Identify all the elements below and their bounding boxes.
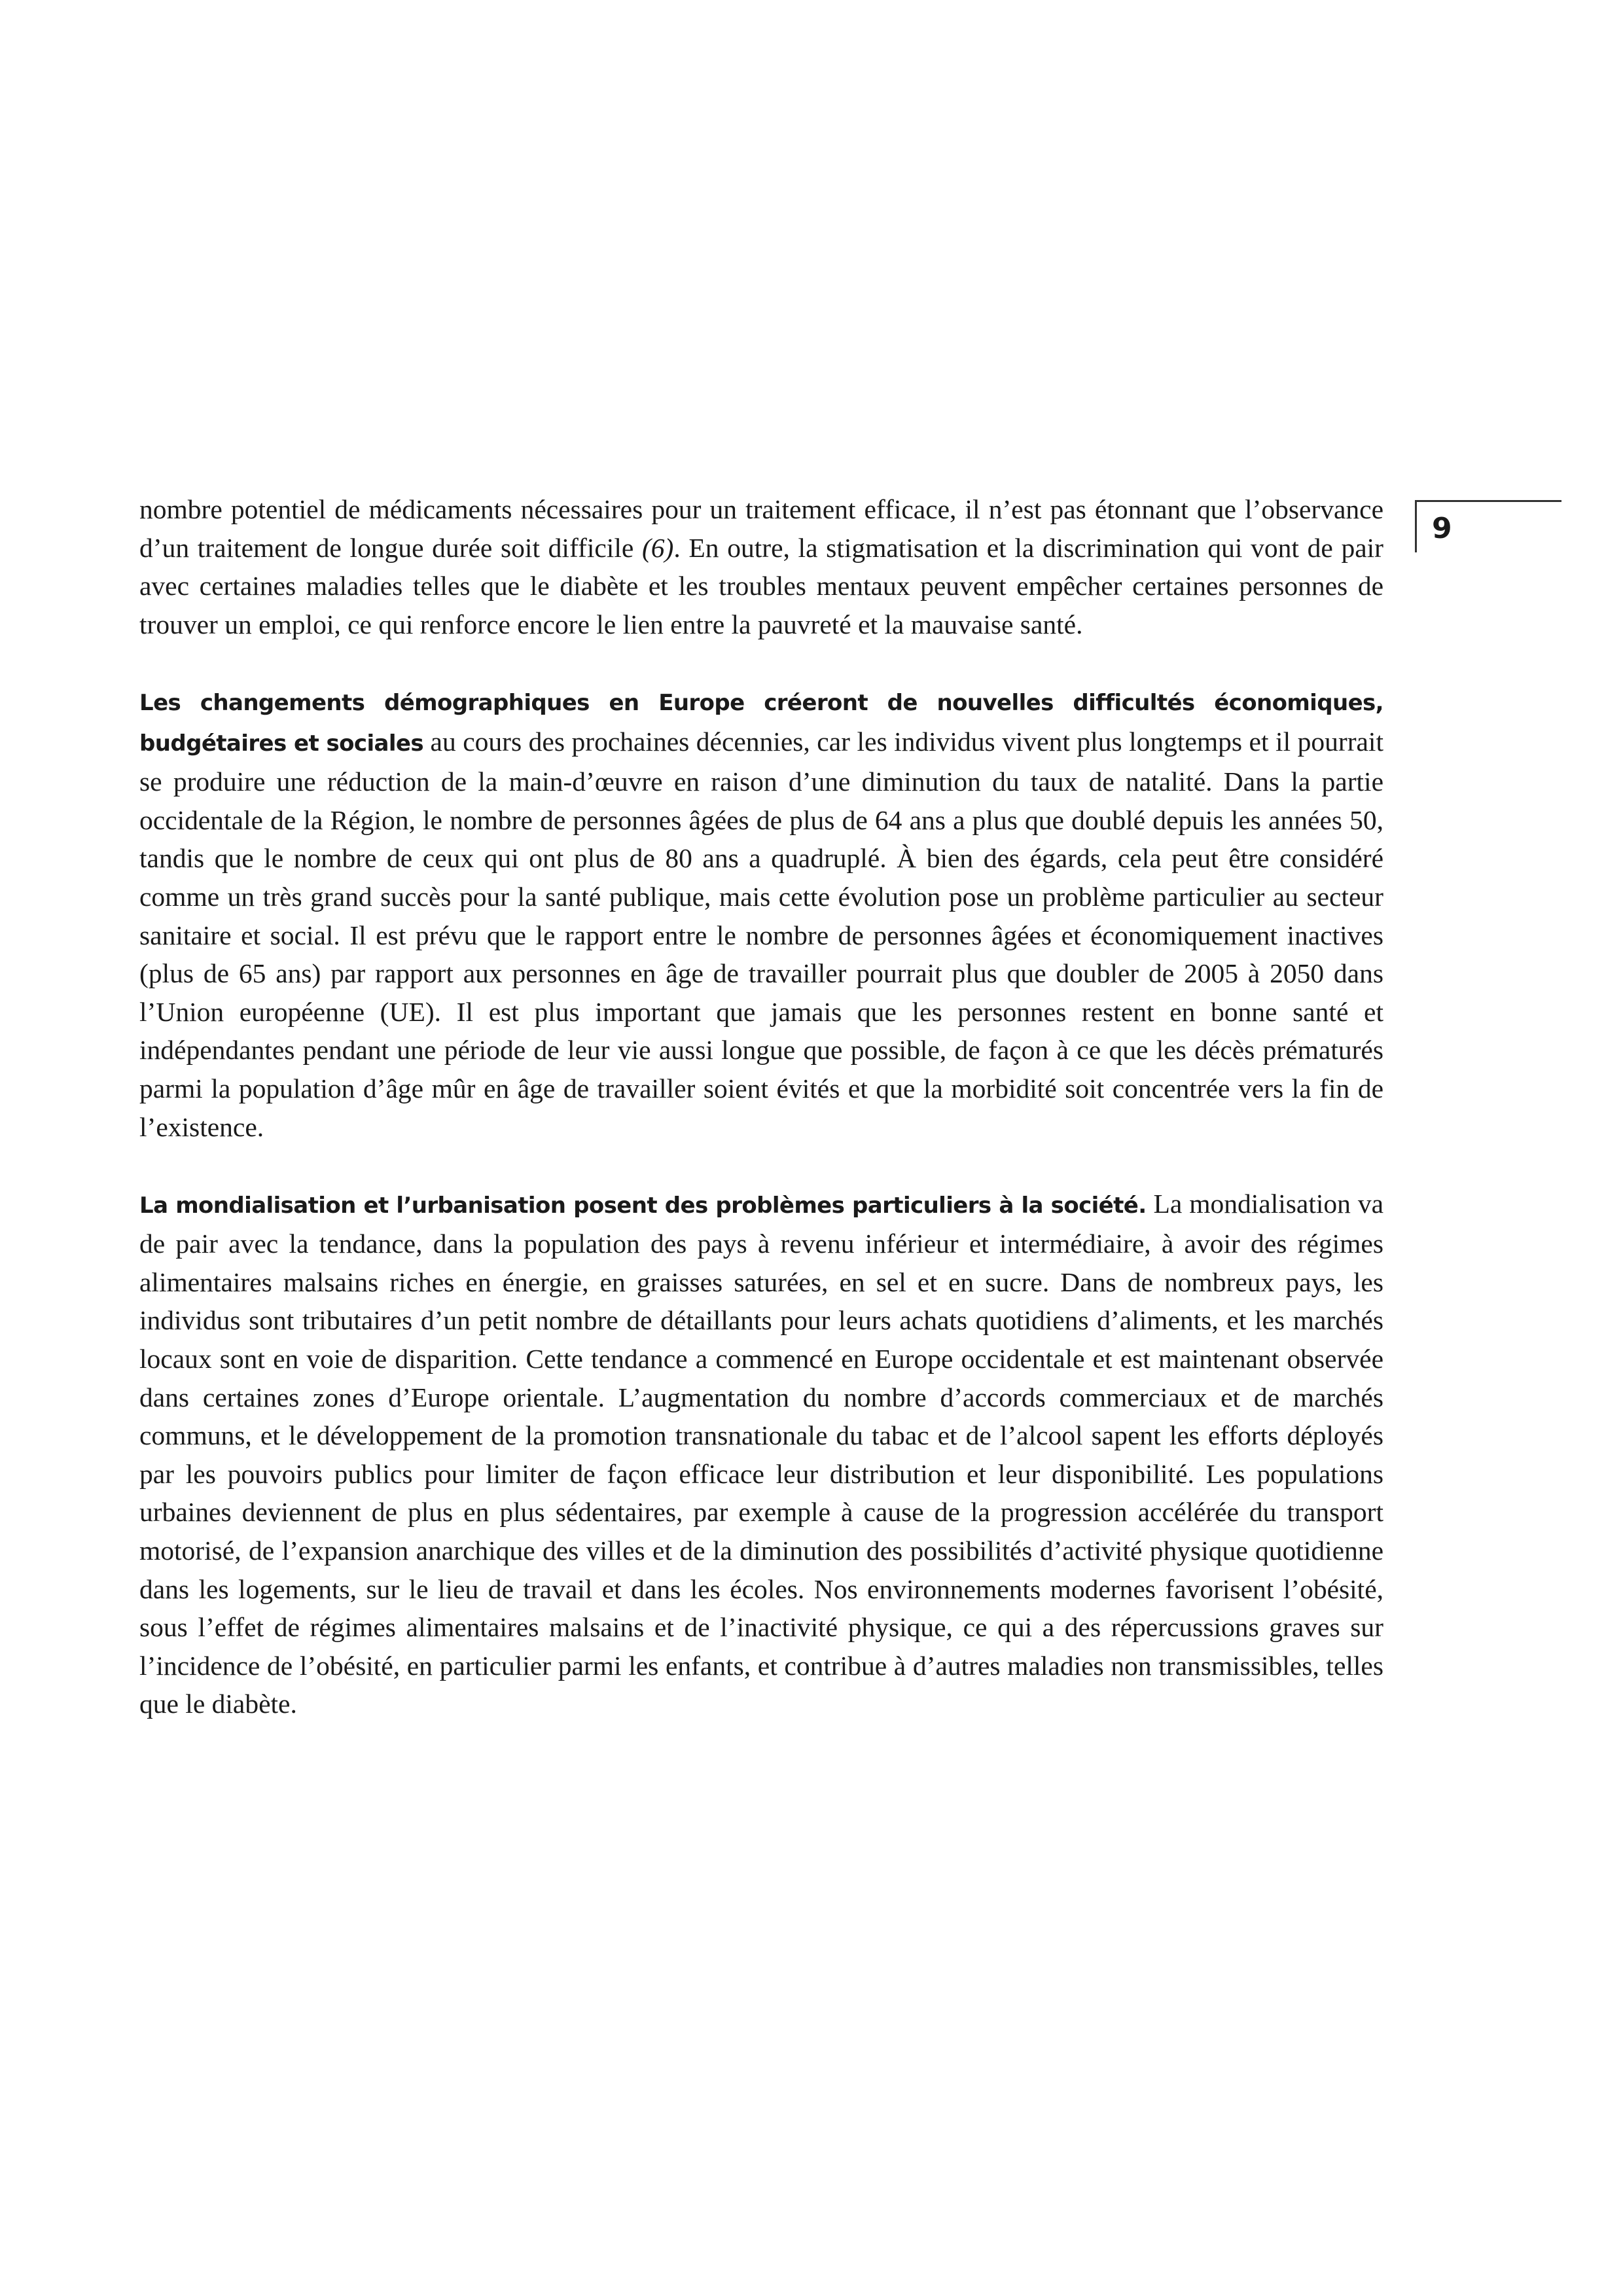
page-number: 9 — [1432, 512, 1452, 545]
paragraph-text: nombre potentiel de médicaments nécessaires pour un traitement efficace, il n’est pas étonnant que l’observance d’un traitement de longue durée soit difficile — [139, 494, 1383, 563]
page-number-tick — [1415, 500, 1417, 552]
paragraph-lead: La mondialisation et l’urbanisation posent des problèmes particuliers à la société. — [139, 1192, 1147, 1219]
body-text — [139, 490, 1383, 1762]
reference-citation: (6) — [641, 532, 674, 563]
paragraph-text: . En outre, la stigmatisation et la discrimination qui vont de pair avec certaines maladies telles que le diabète et les troubles mentaux peuvent empêcher certaines personnes de trouver un emploi, ce qui renforce encore le lien entre la pauvreté et la mauvaise santé. — [139, 532, 1383, 639]
paragraph-continuation — [139, 490, 1383, 643]
paragraph-text: au cours des prochaines décennies, car les individus vivent plus longtemps et il pourrait se produire une réduction de la main-d’œuvre en raison d’une diminution du taux de natalité. Dans la partie occidentale de la Région, le nombre de personnes âgées de plus de 64 ans a plus que doublé depuis les années 50, tandis que le nombre de ceux qui ont plus de 80 ans a quadruplé. À bien des égards, cela peut être considéré comme un très grand succès pour la santé publique, mais cette évolution pose un problème particulier au secteur sanitaire et social. Il est prévu que le rapport entre le nombre de personnes âgées et économiquement inactives (plus de 65 ans) par rapport aux personnes en âge de travailler pourrait plus que doubler de 2005 à 2050 dans l’Union européenne (UE). Il est plus important que jamais que les personnes restent en bonne santé et indépendantes pendant une période de leur vie aussi longue que possible, de façon à ce que les décès prématurés parmi la population d’âge mûr en âge de travailler soient évités et que la morbidité soit concentrée vers la fin de l’existence. — [139, 726, 1383, 1142]
page-number-rule — [1415, 500, 1561, 502]
paragraph-globalisation — [139, 1185, 1383, 1723]
paragraph-demographics — [139, 682, 1383, 1146]
paragraph-text: La mondialisation va de pair avec la tendance, dans la population des pays à revenu inférieur et intermédiaire, à avoir des régimes alimentaires malsains riches en énergie, en graisses saturées, en sel et en sucre. Dans de nombreux pays, les individus sont tributaires d’un petit nombre de détaillants pour leurs achats quotidiens d’aliments, et les marchés locaux sont en voie de disparition. Cette tendance a commencé en Europe occidentale et est maintenant observée dans certaines zones d’Europe orientale. L’augmentation du nombre d’accords commerciaux et de marchés communs, et le développement de la promotion transnationale du tabac et de l’alcool sapent les efforts déployés par les pouvoirs publics pour limiter de façon efficace leur distribution et leur disponibilité. Les populations urbaines deviennent de plus en plus sédentaires, par exemple à cause de la progression accélérée du transport motorisé, de l’expansion anarchique des villes et de la diminution des possibilités d’activité physique quotidienne dans les logements, sur le lieu de travail et dans les écoles. Nos environnements modernes favorisent l’obésité, sous l’effet de régimes alimentaires malsains et de l’inactivité physique, ce qui a des répercussions graves sur l’incidence de l’obésité, en particulier parmi les enfants, et contribue à d’autres maladies non transmissibles, telles que le diabète. — [139, 1188, 1383, 1719]
paragraph-lead: Les changements démographiques en Europe créeront de nouvelles difficultés économiques, budgétaires et sociales — [139, 689, 1383, 757]
